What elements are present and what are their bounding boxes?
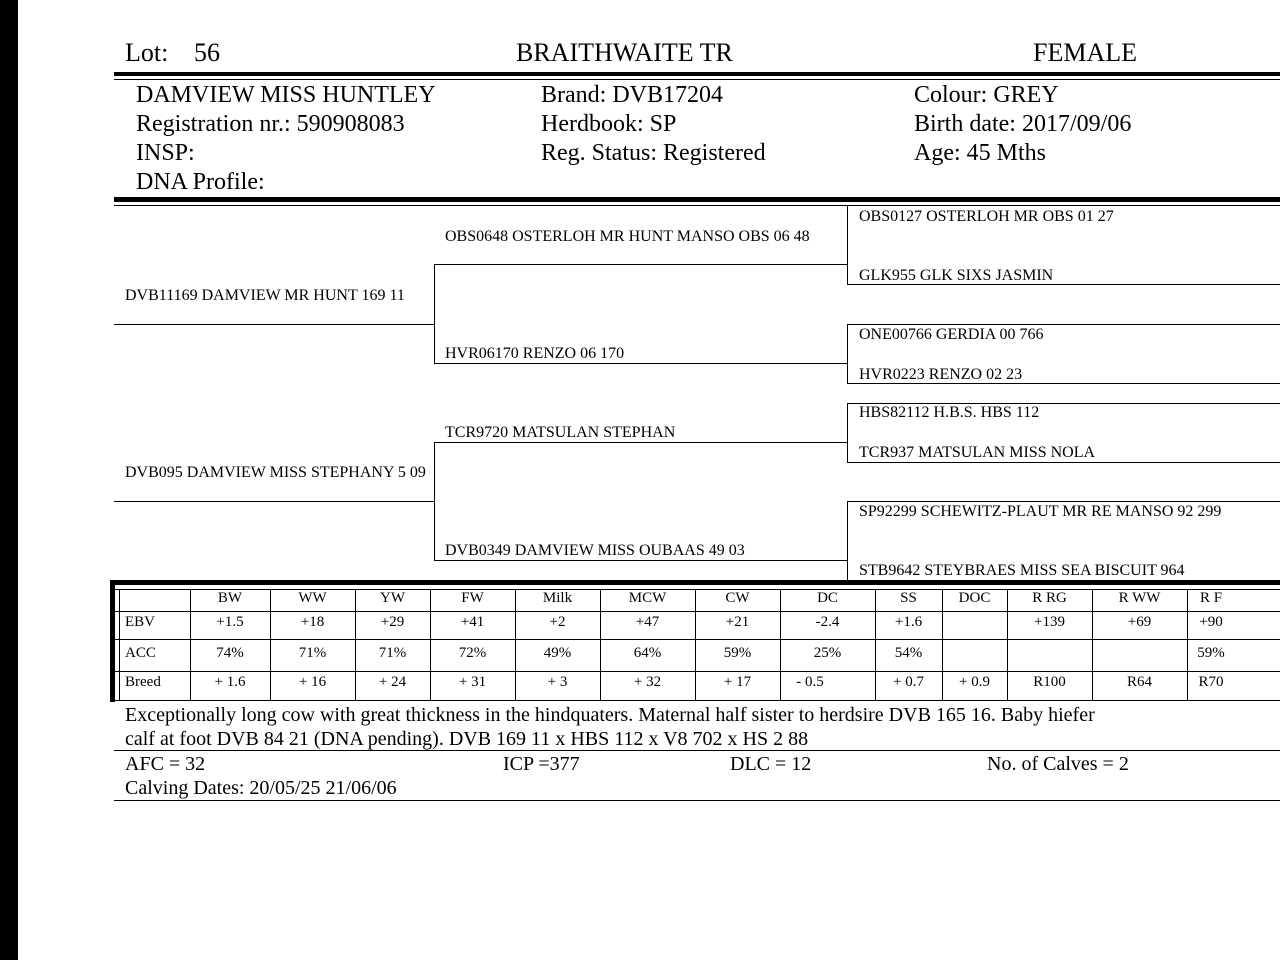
ebv-ww: +18 [300, 614, 325, 630]
dna-profile-field: DNA Profile: [136, 169, 265, 195]
details-rule-thin [114, 205, 1280, 206]
breed-ww: + 16 [298, 674, 327, 690]
breed-bw: + 1.6 [214, 674, 246, 690]
ebv-header-ww: WW [298, 590, 327, 606]
calves-count-field: No. of Calves = 2 [987, 753, 1129, 775]
calving-dates-field: Calving Dates: 20/05/25 21/06/06 [125, 777, 397, 799]
dam-dam-connector [847, 501, 848, 581]
pedigree-ggp-2: GLK955 GLK SIXS JASMIN [859, 267, 1054, 284]
age-field: Age: 45 Mths [914, 140, 1046, 166]
ebv-rrg: +139 [1034, 614, 1065, 630]
details-rule-thick [114, 197, 1280, 202]
ebv-header-rf: R F [1199, 590, 1223, 606]
ebv-table-top-rule [110, 580, 1280, 585]
dam-sire-connector [847, 403, 848, 463]
ggp-4-line [847, 383, 1280, 384]
breed-row-label: Breed [125, 674, 161, 690]
sex-label: FEMALE [1033, 38, 1137, 67]
dam-connector [434, 442, 435, 561]
sire-dam-connector [847, 324, 848, 384]
insp-field: INSP: [136, 140, 195, 166]
acc-mcw: 64% [633, 645, 662, 661]
icp-field: ICP =377 [503, 753, 580, 775]
ebv-ss: +1.6 [894, 614, 923, 630]
pedigree-ggp-6: TCR937 MATSULAN MISS NOLA [859, 444, 1096, 461]
herdbook-field: Herdbook: SP [541, 111, 677, 137]
ebv-header-rww: R WW [1118, 590, 1161, 606]
ebv-row2-line [115, 671, 1280, 672]
ebv-header-yw: YW [380, 590, 405, 606]
breed-mcw: + 32 [633, 674, 662, 690]
comment-line-2: calf at foot DVB 84 21 (DNA pending). DVB 169 11 x HBS 112 x V8 702 x HS 2 88 [125, 728, 809, 750]
comment-rule [114, 750, 1280, 751]
breed-rf: R70 [1198, 674, 1224, 690]
sire-dam-line [434, 363, 848, 364]
ggp-7-line [847, 501, 1280, 502]
acc-ww: 71% [298, 645, 327, 661]
ebv-header-rrg: R RG [1032, 590, 1067, 606]
pedigree-dam-sire: TCR9720 MATSULAN STEPHAN [445, 424, 676, 441]
ebv-milk: +2 [549, 614, 566, 630]
acc-fw: 72% [458, 645, 487, 661]
ebv-bw: +1.5 [216, 614, 244, 630]
ebv-row-label: EBV [125, 614, 155, 630]
reg-status-field: Reg. Status: Registered [541, 140, 766, 166]
sire-connector [434, 264, 435, 364]
ebv-rww: +69 [1127, 614, 1152, 630]
ebv-header-mcw: MCW [628, 590, 667, 606]
dam-dam-line [434, 560, 848, 561]
pedigree-sire-dam: HVR06170 RENZO 06 170 [445, 345, 625, 362]
ebv-header-fw: FW [461, 590, 484, 606]
dam-sire-line [434, 442, 848, 443]
acc-dc: 25% [813, 645, 842, 661]
lot-number: 56 [194, 38, 220, 67]
ggp-5-line [847, 403, 1280, 404]
ebv-mcw: +47 [635, 614, 660, 630]
afc-field: AFC = 32 [125, 753, 206, 775]
sire-sire-connector [847, 206, 848, 284]
breed-yw: + 24 [378, 674, 407, 690]
header-rule-thick [114, 72, 1280, 76]
breed-cw: + 17 [723, 674, 752, 690]
catalogue-page [18, 0, 1280, 960]
seller-name: BRAITHWAITE TR [516, 38, 733, 67]
ebv-row1-line [115, 639, 1280, 640]
ebv-bottom-line [115, 700, 1280, 701]
breed-dc: - 0.5 [796, 674, 824, 690]
ebv-header-dc: DC [817, 590, 838, 606]
ggp-6-line [847, 462, 1280, 463]
ggp-2-line [847, 284, 1280, 285]
lot-label: Lot: [125, 38, 169, 67]
ebv-header-bw: BW [217, 590, 243, 606]
breed-doc: + 0.9 [959, 674, 990, 690]
ebv-yw: +29 [380, 614, 405, 630]
ebv-header-ss: SS [900, 590, 917, 606]
registration-number: Registration nr.: 590908083 [136, 111, 405, 137]
breed-ss: + 0.7 [893, 674, 924, 690]
colour-field: Colour: GREY [914, 82, 1059, 108]
animal-name: DAMVIEW MISS HUNTLEY [136, 82, 436, 108]
sire-sire-line [434, 264, 848, 265]
pedigree-sire-sire: OBS0648 OSTERLOH MR HUNT MANSO OBS 06 48 [445, 228, 810, 245]
pedigree-ggp-8: STB9642 STEYBRAES MISS SEA BISCUIT 964 [859, 562, 1185, 579]
breed-rrg: R100 [1033, 674, 1066, 690]
ebv-inner-left-line [119, 589, 120, 701]
pedigree-sire: DVB11169 DAMVIEW MR HUNT 169 11 [125, 287, 405, 304]
breed-milk: + 3 [547, 674, 568, 690]
ebv-header-milk: Milk [542, 590, 573, 606]
pedigree-ggp-3: ONE00766 GERDIA 00 766 [859, 326, 1044, 343]
comment-line-1: Exceptionally long cow with great thickness in the hindquaters. Maternal half sister to herdsire DVB 165 16. Baby hiefer [125, 704, 1095, 726]
pedigree-ggp-4: HVR0223 RENZO 02 23 [859, 366, 1023, 383]
brand-field: Brand: DVB17204 [541, 82, 723, 108]
pedigree-ggp-1: OBS0127 OSTERLOH MR OBS 01 27 [859, 208, 1114, 225]
dlc-field: DLC = 12 [730, 753, 812, 775]
acc-bw: 74% [216, 645, 244, 661]
acc-row-label: ACC [125, 645, 156, 661]
ebv-fw: +41 [460, 614, 485, 630]
ebv-cw: +21 [725, 614, 750, 630]
acc-rf: 59% [1197, 645, 1225, 661]
acc-ss: 54% [894, 645, 923, 661]
pedigree-ggp-7: SP92299 SCHEWITZ-PLAUT MR RE MANSO 92 299 [859, 503, 1222, 520]
acc-cw: 59% [723, 645, 752, 661]
header-rule-thin [114, 79, 1280, 80]
dam-line [114, 501, 435, 502]
ebv-table-left-border [110, 580, 115, 702]
pedigree-dam-dam: DVB0349 DAMVIEW MISS OUBAAS 49 03 [445, 542, 745, 559]
breed-rww: R64 [1126, 674, 1152, 690]
acc-milk: 49% [543, 645, 572, 661]
acc-yw: 71% [378, 645, 407, 661]
ebv-dc: -2.4 [815, 614, 840, 630]
ebv-header-cw: CW [725, 590, 750, 606]
pedigree-dam: DVB095 DAMVIEW MISS STEPHANY 5 09 [125, 464, 426, 481]
ebv-header-doc: DOC [958, 590, 991, 606]
calving-rule [114, 800, 1280, 801]
ggp-3-line [847, 324, 1280, 325]
birth-date-field: Birth date: 2017/09/06 [914, 111, 1132, 137]
ebv-header-bottom-line [115, 611, 1280, 612]
breed-fw: + 31 [458, 674, 487, 690]
sire-line [114, 324, 435, 325]
pedigree-ggp-5: HBS82112 H.B.S. HBS 112 [859, 404, 1040, 421]
ebv-rf: +90 [1199, 614, 1223, 630]
